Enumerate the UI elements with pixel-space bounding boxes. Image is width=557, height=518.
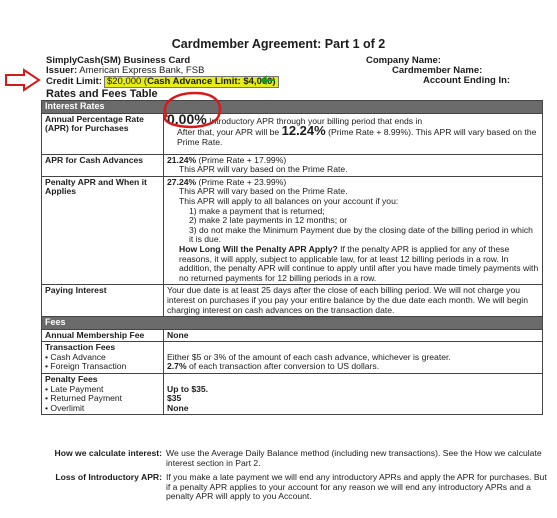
- penalty-fee-item: Overlimit: [50, 402, 85, 413]
- penalty-fees-label: Penalty Fees: [45, 374, 98, 385]
- penalty-apply-intro: This APR will apply to all balances on your account if you:: [179, 195, 399, 206]
- paying-interest-label: Paying Interest: [42, 285, 164, 317]
- issuer-line: [46, 66, 279, 76]
- row-apr-purchases: [42, 113, 543, 154]
- credit-limit-highlight: [104, 76, 279, 88]
- credit-limit-line: [46, 76, 279, 88]
- cash-advance-limit-label: Cash Advance Limit: [147, 76, 238, 87]
- green-arrow-annotation: [260, 75, 276, 85]
- penalty-condition: 3) do not make the Minimum Payment due by the closing date of the billing period in which it is due.: [189, 224, 533, 245]
- apr-cash-label: APR for Cash Advances: [42, 154, 164, 176]
- annual-fee-label: Annual Membership Fee: [42, 329, 164, 342]
- foreign-fee-text: of each transaction after conversion to US dollars.: [188, 361, 380, 372]
- penalty-apr-label: Penalty APR and When it Applies: [42, 176, 164, 285]
- product-name: SimplyCash(SM) Business Card: [46, 55, 191, 66]
- calc-label: How we calculate interest:: [54, 448, 162, 458]
- red-circle-annotation: [157, 89, 225, 131]
- cardmember-name-label: Cardmember Name:: [392, 65, 483, 76]
- issuer-label: Issuer:: [46, 65, 78, 76]
- cash-rate-detail: (Prime Rate + 17.99%): [198, 154, 287, 165]
- cash-note: This APR will vary based on the Prime Rate.: [179, 164, 348, 175]
- loss-intro-note: [44, 473, 549, 502]
- page-title: Cardmember Agreement: Part 1 of 2: [171, 37, 386, 51]
- cash-rate: 21.24%: [167, 154, 197, 165]
- penalty-fee-value: Up to $35.: [167, 383, 209, 394]
- loss-label: Loss of Introductory APR:: [55, 472, 162, 482]
- intro-rate: 0.00%: [167, 110, 207, 127]
- foreign-fee-pct: 2.7%: [167, 361, 187, 372]
- penalty-answer: If the penalty APR is applied for any of these reasons, it will apply, subject to applicable law, for at least 12 billing periods in a row. In addition, the penalty APR will continue to apply until after you have made timely payments with no returned payments for 12 billing periods in a row.: [179, 243, 539, 283]
- row-penalty-fees: Penalty Fees • Late Payment • Returned Payment • Overlimit Up to $35. $35 None: [42, 374, 543, 415]
- penalty-vary: This APR will vary based on the Prime Rate.: [179, 186, 348, 197]
- fee-item: Cash Advance: [50, 351, 106, 362]
- row-annual-fee: [42, 329, 543, 342]
- transaction-fees-label: Transaction Fees: [45, 342, 116, 353]
- red-arrow-annotation: [4, 68, 42, 92]
- section-interest-rates: Interest Rates: [42, 101, 543, 114]
- penalty-fee-item: Late Payment: [50, 383, 104, 394]
- rates-fees-heading: Rates and Fees Table: [46, 88, 158, 100]
- section-fees: Fees: [42, 317, 543, 330]
- calc-interest-note: [44, 449, 549, 468]
- credit-limit-value: $20,000 (: [106, 76, 148, 87]
- penalty-condition: 1) make a payment that is returned;: [189, 205, 325, 216]
- after-suffix: (Prime Rate + 8.99%). This APR will vary based on the Prime Rate.: [177, 127, 537, 147]
- penalty-fee-value: $35: [167, 393, 182, 404]
- apr-purchases-label: Annual Percentage Rate (APR) for Purchases: [42, 113, 164, 154]
- issuer-value: American Express Bank, FSB: [79, 65, 205, 76]
- penalty-fee-value: None: [167, 402, 189, 413]
- rates-fees-table: [41, 100, 543, 415]
- row-paying-interest: [42, 285, 543, 317]
- penalty-rate-detail: (Prime Rate + 23.99%): [198, 176, 287, 187]
- fee-item: Foreign Transaction: [50, 361, 127, 372]
- penalty-question: How Long Will the Penalty APR Apply?: [179, 243, 338, 254]
- after-prefix: After that, your APR will be: [177, 127, 280, 138]
- annual-fee-value: None: [164, 329, 543, 342]
- cash-advance-fee: Either $5 or 3% of the amount of each cash advance, whichever is greater.: [167, 351, 451, 362]
- penalty-condition: 2) make 2 late payments in 12 months; or: [189, 215, 348, 226]
- penalty-fee-item: Returned Payment: [50, 393, 123, 404]
- loss-text: If you make a late payment we will end any introductory APRs and apply the APR for purchases. But if a penalty APR applies to your account for any reason we will end any introductory APRs and a penalty APR will apply to you Account.: [166, 472, 547, 502]
- penalty-rate: 27.24%: [167, 176, 197, 187]
- account-ending-label: Account Ending In:: [423, 75, 511, 86]
- cash-advance-limit-value: : $4,000): [237, 76, 276, 87]
- row-penalty-apr: [42, 176, 543, 285]
- company-name-label: Company Name:: [366, 55, 441, 66]
- intro-text: Introductory APR through your billing period that ends in: [209, 115, 423, 126]
- calc-text: We use the Average Daily Balance method (including new transactions). See the How we calculate interest section in Part 2.: [166, 448, 542, 468]
- row-transaction-fees: Transaction Fees • Cash Advance • Foreign Transaction Either $5 or 3% of the amount of each cash advance, whichever is greater. 2.7% of each transaction after conversion to US dollars.: [42, 342, 543, 374]
- after-rate: 12.24%: [281, 123, 326, 139]
- credit-limit-label: Credit Limit:: [46, 76, 102, 87]
- row-apr-cash: [42, 154, 543, 176]
- account-info: [366, 56, 510, 86]
- paying-interest-text: Your due date is at least 25 days after the close of each billing period. We will not charge you interest on purchases if you pay your entire balance by the due date each month. We will begin charging interest on cash advances on the transaction date.: [164, 285, 543, 317]
